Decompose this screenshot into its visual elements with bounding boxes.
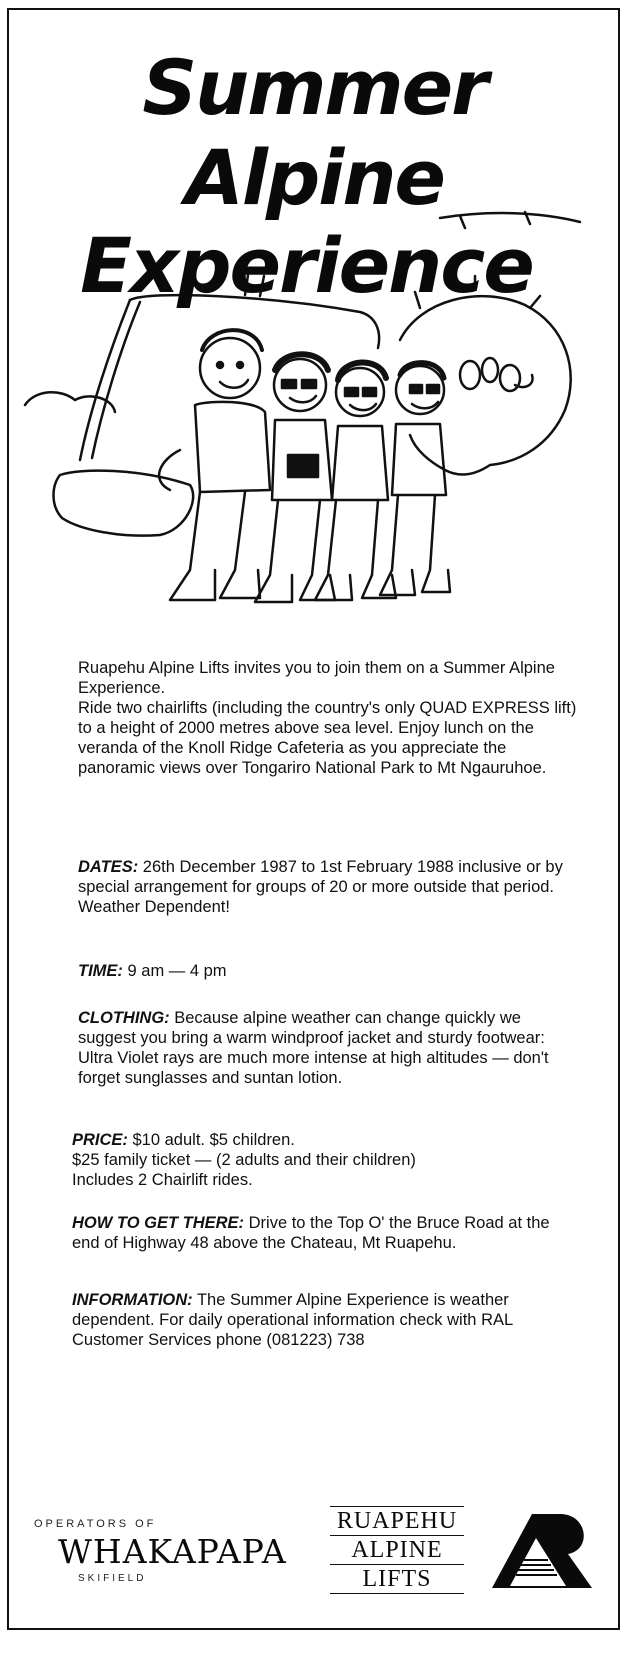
dates-note: Weather Dependent! [78,898,230,916]
time-label: TIME: [78,962,123,980]
ruapehu-alpine-lifts-logo-icon [488,1508,596,1592]
directions-label: HOW TO GET THERE: [72,1214,245,1232]
headline-line-2: Alpine [185,133,444,222]
price-section [72,1130,572,1190]
ral-ruapehu: RUAPEHU [336,1508,458,1534]
price-line-3: Includes 2 Chairlift rides. [72,1171,253,1189]
ral-alpine: ALPINE [351,1537,443,1563]
intro-paragraph-1: Ruapehu Alpine Lifts invites you to join them on a Summer Alpine Experience. [78,659,555,697]
operators-of-text: OPERATORS OF [34,1518,157,1530]
information-section [72,1290,572,1350]
skier-figure-icon [159,330,270,600]
dates-text: 26th December 1987 to 1st February 1988 inclusive or by special arrangement for groups of 20 or more outside that period. [78,858,563,896]
cloud-icon [25,392,115,412]
ral-wordmark [324,1506,470,1594]
ral-lifts: LIFTS [362,1566,432,1592]
skifield-text: SKIFIELD [78,1573,147,1584]
dates-section [78,857,578,917]
sun-with-sunglasses-icon [400,296,571,474]
clothing-note: Ultra Violet rays are much more intense at high altitudes — don't forget sunglasses and suntan lotion. [78,1049,549,1087]
time-text: 9 am — 4 pm [122,962,227,980]
information-label: INFORMATION: [72,1291,193,1309]
whakapapa-wordmark: WHAKAPAPA [58,1532,287,1571]
intro-paragraph-2: Ride two chairlifts (including the country's only QUAD EXPRESS lift) to a height of 2000 metres above sea level. Enjoy lunch on the veranda of the Knoll Ridge Cafeteria as you appreciate the panoramic views over Tongariro National Park to Mt Ngauruhoe. [78,699,577,777]
headline-line-1: Summer [142,43,487,132]
whakapapa-logo [34,1518,324,1584]
directions-text: Drive to the Top O' the Bruce Road at the end of Highway 48 above the Chateau, Mt Ruapehu. [72,1214,550,1252]
divider [330,1593,464,1594]
price-label: PRICE: [72,1131,128,1149]
time-section [78,961,578,981]
price-line-2: $25 family ticket — (2 adults and their children) [72,1151,416,1169]
headline-line-3: Experience [80,221,533,310]
directions-section [72,1213,572,1253]
intro-section [78,658,578,778]
information-text: The Summer Alpine Experience is weather dependent. For daily operational information check with RAL Customer Services phone (081223) 738 [72,1291,513,1349]
clothing-label: CLOTHING: [78,1009,170,1027]
price-text: $10 adult. $5 children. [127,1131,295,1149]
dates-label: DATES: [78,858,139,876]
clothing-section [78,1008,578,1088]
clothing-text: Because alpine weather can change quickly we suggest you bring a warm windproof jacket and sturdy footwear: [78,1009,545,1047]
